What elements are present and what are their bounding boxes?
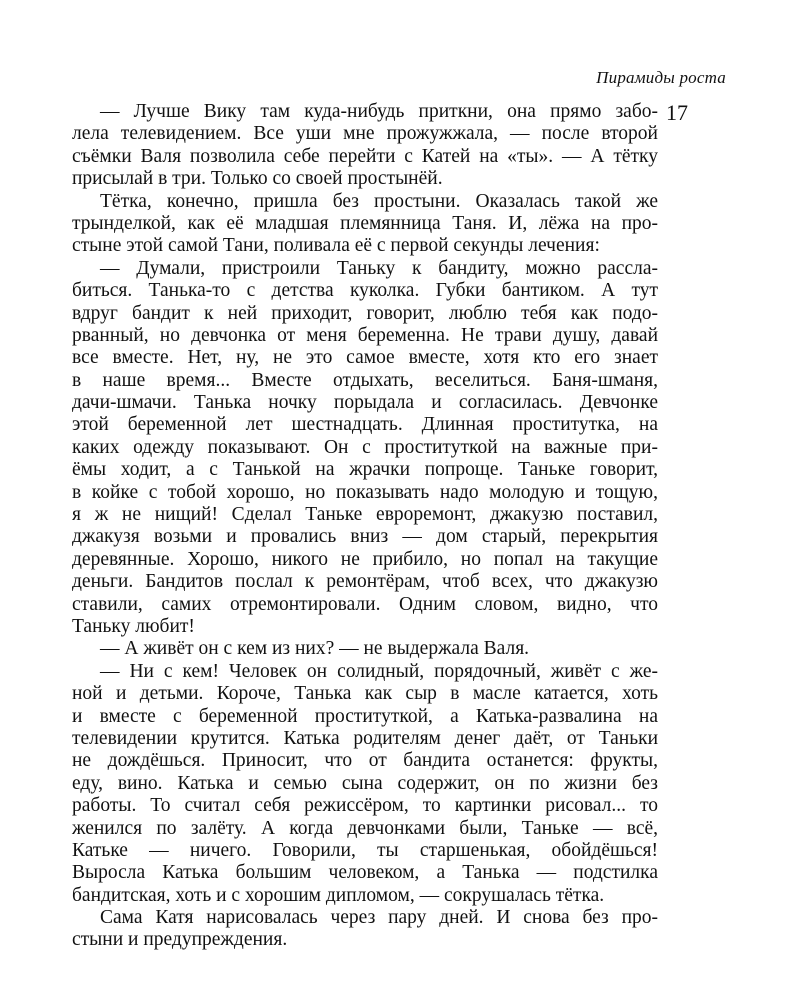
text-line: Таньку любит! — [72, 615, 195, 637]
text-line: и вместе с беременной проституткой, а Катька-развалина на — [72, 705, 658, 727]
text-line: — Думали, пристроили Таньку к бандиту, можно рассла- — [100, 257, 658, 279]
text-line: — Ни с кем! Человек он солидный, порядочный, живёт с же- — [100, 660, 658, 682]
text-line: дачи-шмачи. Танька ночку порыдала и согласилась. Девчонке — [72, 392, 658, 414]
text-line: Сама Катя нарисовалась через пару дней. И снова без про- — [100, 907, 658, 929]
paragraph — [72, 258, 658, 639]
text-line: деревянные. Хорошо, никого не прибило, но попал на такущие — [72, 548, 658, 570]
text-line: Выросла Катька большим человеком, а Танька — подстилка — [72, 862, 658, 884]
text-line: ставили, самих отремонтировали. Одним словом, видно, что — [72, 593, 658, 615]
text-line: Катьке — ничего. Говорили, ты старшенькая, обойдёшься! — [72, 839, 658, 861]
text-line: деньги. Бандитов послал к ремонтёрам, чтоб всех, что джакузю — [72, 571, 658, 593]
text-line: лела телевидением. Все уши мне прожужжала, — после второй — [72, 123, 658, 145]
text-line: бандитская, хоть и с хорошим дипломом, — сокрушалась тётка. — [72, 884, 605, 906]
text-line: вдруг бандит к ней приходит, говорит, люблю тебя как подо- — [72, 302, 658, 324]
text-line: ной и детьми. Короче, Танька как сыр в масле катается, хоть — [72, 683, 658, 705]
page-number: 17 — [666, 100, 688, 125]
text-line: в наше время... Вместе отдыхать, веселиться. Баня-шманя, — [72, 369, 658, 391]
paragraph — [72, 101, 658, 191]
text-line: этой беременной лет шестнадцать. Длинная проститутка, на — [72, 414, 658, 436]
text-line: работы. То считал себя режиссёром, то картинки рисовал... то — [72, 795, 658, 817]
text-line: не дождёшься. Приносит, что от бандита останется: фрукты, — [72, 750, 658, 772]
paragraph — [72, 191, 658, 258]
text-line: Тётка, конечно, пришла без простыни. Оказалась такой же — [100, 190, 658, 212]
text-line: присылай в три. Только со своей простынёй. — [72, 168, 443, 190]
running-header: Пирамиды роста — [596, 68, 726, 87]
body-text — [72, 101, 658, 952]
text-line: я ж не нищий! Сделал Таньке евроремонт, джакузю поставил, — [72, 504, 658, 526]
text-line: стыни и предупреждения. — [72, 929, 288, 951]
text-line: — Лучше Вику там куда-нибудь приткни, она прямо забо- — [100, 101, 658, 122]
text-line: ёмы ходит, а с Танькой на жрачки попроще. Таньке говорит, — [72, 459, 658, 481]
text-line: телевидении крутится. Катька родителям денег даёт, от Таньки — [72, 727, 658, 749]
text-line: все вместе. Нет, ну, не это самое вместе, хотя кто его знает — [72, 347, 658, 369]
text-line: джакузя возьми и провались вниз — дом старый, перекрытия — [72, 526, 658, 548]
text-line: биться. Танька-то с детства куколка. Губки бантиком. А тут — [72, 280, 658, 302]
paragraph — [72, 661, 658, 907]
paragraph — [72, 907, 658, 952]
text-line: женился по залёту. А когда девчонками были, Таньке — всё, — [72, 817, 658, 839]
text-line: съёмки Валя позволила себе перейти с Катей на «ты». — А тётку — [72, 145, 658, 167]
text-line: трынделкой, как её младшая племянница Таня. И, лёжа на про- — [72, 212, 658, 234]
text-line: еду, вино. Катька и семью сына содержит, он по жизни без — [72, 772, 658, 794]
paragraph — [72, 638, 658, 660]
text-line: — А живёт он с кем из них? — не выдержала Валя. — [100, 638, 530, 660]
text-line: стыне этой самой Тани, поливала её с первой секунды лечения: — [72, 235, 600, 257]
text-line: в койке с тобой хорошо, но показывать надо молодую и тощую, — [72, 481, 658, 503]
text-line: рванный, но девчонка от меня беременна. Не трави душу, давай — [72, 324, 658, 346]
text-line: каких одежду показывают. Он с проституткой на важные при- — [72, 436, 658, 458]
